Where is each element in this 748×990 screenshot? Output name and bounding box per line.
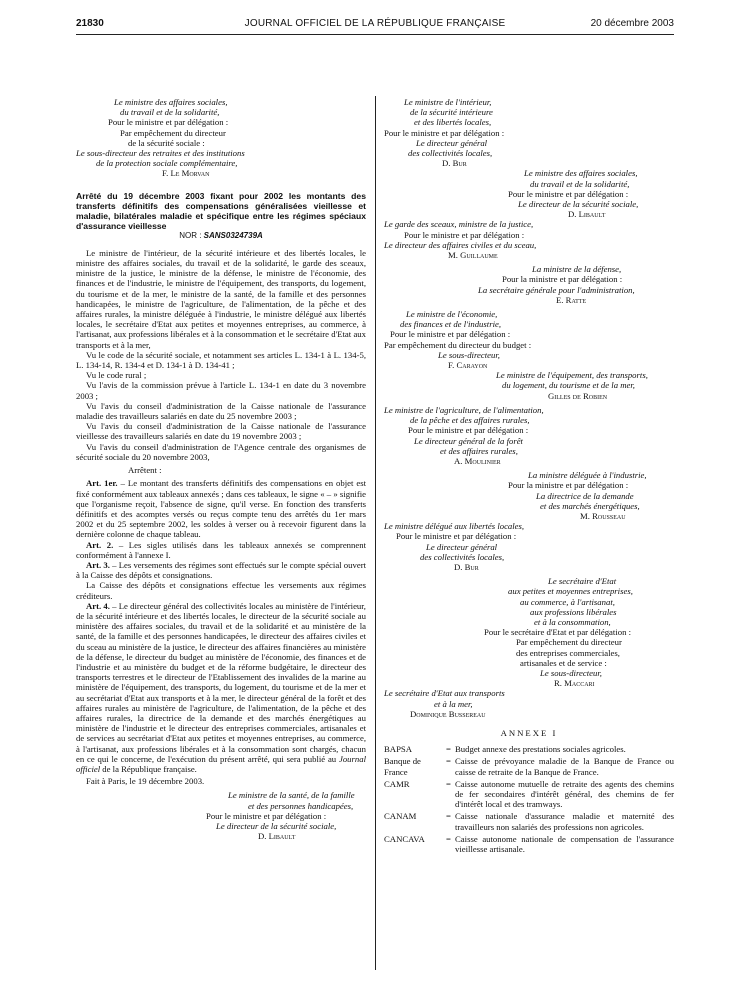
vu-paragraph: Vu l'avis du conseil d'administration de l'Agence centrale des organismes de sécurité sociale du 20 novembre 2003, bbox=[76, 441, 366, 462]
eq-cell: = bbox=[446, 833, 451, 844]
vu-paragraph: Vu le code de la sécurité sociale, et notamment ses articles L. 134-1 à L. 134-5, L. 134-14, R. 134-4 et D. 134-1 à D. 134-41 ; bbox=[76, 349, 366, 371]
sig-line: des entreprises commerciales, bbox=[516, 647, 620, 658]
sig-line: Le directeur des affaires civiles et du sceau, bbox=[384, 239, 537, 250]
table-row bbox=[384, 834, 674, 856]
signature-economie bbox=[384, 309, 674, 370]
table-row bbox=[384, 756, 674, 778]
sig-line: La ministre déléguée à l'industrie, bbox=[528, 470, 647, 481]
article-text: – Les versements des régimes sont effectués sur le compte spécial ouvert à la Caisse des dépôts et consignations. bbox=[76, 559, 366, 581]
sig-line: La secrétaire générale pour l'administration, bbox=[478, 284, 635, 295]
header-rule bbox=[76, 34, 674, 35]
signature-interieur bbox=[384, 97, 674, 168]
sig-line: Le secrétaire d'Etat bbox=[548, 576, 617, 587]
sig-line: La ministre de la défense, bbox=[532, 264, 622, 275]
sig-line: Pour le ministre et par délégation : bbox=[108, 117, 229, 128]
definition-cell: Caisse autonome mutuelle de retraite des agents des chemins de fer secondaires d'intérêt général, des chemins de fer d'intérêt local et des tramways. bbox=[455, 778, 674, 810]
sig-line: Le ministre délégué aux libertés locales, bbox=[384, 521, 525, 532]
signatory-name: Gilles de Robien bbox=[548, 390, 608, 401]
sig-line: de la protection sociale complémentaire, bbox=[96, 158, 238, 169]
article-3 bbox=[76, 560, 366, 580]
sig-line: Par empêchement du directeur bbox=[120, 127, 226, 138]
sig-line: Le garde des sceaux, ministre de la justice, bbox=[384, 219, 534, 230]
top-signature-block bbox=[76, 97, 366, 179]
sig-line: La directrice de la demande bbox=[536, 490, 634, 501]
arretent-heading: Arrêtent : bbox=[128, 465, 162, 476]
page-header bbox=[76, 18, 674, 34]
signatory-name: R. Maccari bbox=[554, 678, 595, 689]
sig-line: et des libertés locales, bbox=[414, 117, 492, 128]
article-text: de la République française. bbox=[100, 763, 197, 774]
table-row bbox=[384, 744, 674, 756]
sig-line: du travail et de la solidarité, bbox=[530, 178, 630, 189]
sig-line: Pour le ministre et par délégation : bbox=[404, 229, 525, 240]
signature-affaires-sociales bbox=[384, 168, 674, 219]
article-text: – Le montant des transferts définitifs des compensations en objet est fixé conformément aux tableaux annexés ; dans ces tableaux, le signe « – » signifie que l'organisme reçoit, l'absence de signe, qu'il verse. En fonction des transferts définitifs et des acomptes versés ou reçus compte tenu des arrêtés du 1er mars 2002 et du 25 septembre 2002, les soldes à verser ou à recevoir figurent dans la dernière colonne de chaque tableau. bbox=[76, 478, 367, 540]
sig-line: des finances et de l'industrie, bbox=[400, 319, 502, 330]
sig-line: Le directeur général bbox=[426, 541, 498, 552]
abbr-cell: BAPSA bbox=[384, 744, 413, 755]
eq-cell: = bbox=[446, 811, 451, 822]
article-text: – Les sigles utilisés dans les tableaux annexés se comprennent conformément à l'annexe I. bbox=[76, 539, 366, 560]
sig-line: Le ministre de l'économie, bbox=[406, 309, 498, 320]
sig-line: et des marchés énergétiques, bbox=[540, 500, 640, 511]
sig-line: Pour le ministre et par délégation : bbox=[408, 425, 529, 436]
definition-cell: Budget annexe des prestations sociales agricoles. bbox=[455, 744, 626, 755]
signature-defense bbox=[384, 264, 674, 305]
sig-line: Pour le ministre et par délégation : bbox=[384, 127, 505, 138]
abbr-cell: CAMR bbox=[384, 778, 410, 789]
sig-line: Pour le ministre et par délégation : bbox=[396, 531, 517, 542]
sig-line: et des affaires rurales, bbox=[440, 445, 518, 456]
right-column bbox=[384, 97, 674, 856]
vu-paragraph: Vu le code rural ; bbox=[86, 370, 147, 381]
signatory-name: M. Rousseau bbox=[580, 510, 626, 521]
signatory-name: M. Guillaume bbox=[448, 250, 498, 261]
definition-cell: Caisse de prévoyance maladie de la Banque de France ou caisse de retraite de la Banque de France. bbox=[455, 756, 674, 777]
sig-line: Le directeur général de la forêt bbox=[414, 435, 523, 446]
sig-line: Le ministre de l'agriculture, de l'alimentation, bbox=[384, 404, 544, 415]
nor-label: NOR : bbox=[179, 230, 204, 240]
signature-transports bbox=[384, 688, 674, 719]
abbr-cell: CANCAVA bbox=[384, 833, 425, 844]
sig-line: aux professions libérales bbox=[530, 606, 617, 617]
signatory-name: E. Ratte bbox=[556, 294, 587, 305]
journal-officiel-ref: Journal officiel bbox=[76, 753, 366, 774]
definition-cell: Caisse autonome nationale de compensation de l'assurance vieillesse artisanale. bbox=[455, 833, 674, 855]
sig-line: Le sous-directeur, bbox=[438, 349, 500, 360]
sig-line: Pour le ministre et par délégation : bbox=[390, 329, 511, 340]
signatory-name: D. Libault bbox=[568, 209, 606, 220]
vu-paragraph: Vu l'avis du conseil d'administration de la Caisse nationale de l'assurance vieillesse des travailleurs salariés en date du 19 novembre 2003 ; bbox=[76, 421, 366, 442]
article-3-second-paragraph: La Caisse des dépôts et consignations effectue les versements aux régimes créditeurs. bbox=[76, 580, 366, 601]
article-4 bbox=[76, 601, 366, 774]
sig-line: de la sécurité intérieure bbox=[410, 107, 493, 118]
article-2 bbox=[76, 540, 366, 560]
signatory-name: F. Carayon bbox=[448, 360, 488, 371]
definition-cell: Caisse nationale d'assurance maladie et maternité des travailleurs non salariés des professions non agricoles. bbox=[455, 811, 674, 832]
sig-line: Pour le secrétaire d'Etat et par délégation : bbox=[484, 627, 632, 638]
article-label: Art. 2. bbox=[86, 539, 114, 550]
sig-line: Le ministre de l'intérieur, bbox=[404, 97, 492, 107]
preamble: Le ministre de l'intérieur, de la sécurité intérieure et des libertés locales, le ministre des affaires sociales, du travail et de la solidarité, le garde des sceaux, ministre de la justice, le ministre de la défense, le ministre de l'économie, des finances et de l'industrie, le ministre de l'équipement, des transports, du logement, du tourisme et de la mer, le ministre de la santé, de la famille et des personnes handicapées, le ministre de l'agriculture, de l'alimentation, de la pêche et des affaires rurales, la ministre déléguée à l'industrie, le ministre délégué aux libertés locales, le secrétaire d'Etat aux petites et moyennes entreprises, au commerce, à l'artisanat, aux professions libérales et à la consommation et le secrétaire d'Etat aux transports et à la mer, bbox=[76, 247, 366, 350]
eq-cell: = bbox=[446, 756, 451, 767]
article-label: Art. 1er. bbox=[86, 478, 118, 489]
sig-line: Pour le ministre et par délégation : bbox=[508, 188, 629, 199]
eq-cell: = bbox=[446, 778, 451, 789]
sig-line: au commerce, à l'artisanat, bbox=[520, 596, 615, 607]
nor-code: SANS0324739A bbox=[203, 230, 263, 240]
sig-line: Pour la ministre et par délégation : bbox=[502, 274, 623, 285]
sig-line: Le sous-directeur, bbox=[540, 667, 602, 678]
article-label: Art. 4. bbox=[86, 600, 110, 611]
sig-line: Le ministre des affaires sociales, bbox=[114, 97, 228, 107]
sig-line: Le ministre de l'équipement, des transports, bbox=[496, 370, 648, 381]
sig-line: et des personnes handicapées, bbox=[248, 800, 354, 811]
signatory-name: Dominique Bussereau bbox=[410, 708, 486, 719]
eq-cell: = bbox=[446, 744, 451, 755]
sig-line: des collectivités locales, bbox=[420, 551, 505, 562]
left-column bbox=[76, 97, 366, 841]
table-row bbox=[384, 779, 674, 812]
sig-line: du travail et de la solidarité, bbox=[120, 107, 220, 118]
nor-reference bbox=[76, 231, 366, 241]
annexe-title: ANNEXE I bbox=[500, 727, 558, 738]
vu-paragraph: Vu l'avis de la commission prévue à l'article L. 134-1 en date du 3 novembre 2003 ; bbox=[76, 380, 366, 401]
sig-line: artisanales et de service : bbox=[520, 657, 607, 668]
signature-libertes-locales bbox=[384, 521, 674, 572]
signatory-name: D. Bur bbox=[442, 158, 467, 169]
signatory-name: A. Moulinier bbox=[454, 455, 501, 466]
sig-line: du logement, du tourisme et de la mer, bbox=[502, 380, 635, 391]
sig-line: Pour la ministre et par délégation : bbox=[508, 480, 629, 491]
issue-date: 20 décembre 2003 bbox=[590, 18, 674, 29]
sig-line: Par empêchement du directeur bbox=[516, 637, 622, 648]
sig-line: Le secrétaire d'Etat aux transports bbox=[384, 688, 505, 699]
sig-line: aux petites et moyennes entreprises, bbox=[508, 586, 633, 597]
signature-industrie bbox=[384, 470, 674, 521]
signature-equipement bbox=[384, 370, 674, 401]
article-label: Art. 3. bbox=[86, 559, 110, 570]
arrete-title: Arrêté du 19 décembre 2003 fixant pour 2002 les montants des transferts définitifs des compensations généralisées vieillesse et maladie, bilatérales maladie et spécifique entre les régimes spéciaux d'assurance vieillesse bbox=[76, 190, 366, 231]
signature-agriculture bbox=[384, 405, 674, 466]
sig-line: Le ministre de la santé, de la famille bbox=[228, 790, 355, 801]
sig-line: Le ministre des affaires sociales, bbox=[524, 168, 638, 179]
page-number: 21830 bbox=[76, 18, 104, 29]
sig-line: Par empêchement du directeur du budget : bbox=[384, 339, 532, 350]
abbr-cell: Banque de France bbox=[384, 756, 421, 777]
bottom-signature-block bbox=[76, 790, 366, 841]
signatory-name: D. Libault bbox=[258, 831, 296, 842]
signature-pme bbox=[384, 576, 674, 688]
table-row bbox=[384, 811, 674, 833]
article-text: – Le directeur général des collectivités locales au ministère de l'intérieur, de la sécurité intérieure et des libertés locales, le directeur de la sécurité sociale au ministère des affaires sociales, du travail et de la solidarité et au ministère de la santé, de la famille et des personnes handicapées, le directeur des affaires civiles et du sceau au ministère de la justice, le directeur des affaires financières au ministère de la défense, le directeur du budget au ministère de l'économie, des finances et de l'industrie et au ministère du budget et de la réforme budgétaire, le directeur des transports terrestres et le directeur de l'Etablissement des invalides de la marine au ministère de l'équipement, des transports, du logement, du tourisme et de la mer et au secrétariat d'Etat aux transports et à la mer, le directeur général de la forêt et des affaires rurales au ministère de l'agriculture, de l'alimentation, de la pêche et des affaires rurales, la directrice de la demande et des marchés énergétiques au ministère de l'industrie et le directeur des entreprises commerciales, artisanales et de services au secrétariat d'Etat aux petites et moyennes entreprises, au commerce, à l'artisanat, aux professions libérales et à la consommation sont chargés, chacun en ce qui le concerne, de l'exécution du présent arrêté, qui sera publié au bbox=[76, 600, 366, 764]
signatory-name: F. Le Morvan bbox=[162, 168, 210, 179]
sig-line: de la sécurité sociale : bbox=[128, 137, 205, 148]
sig-line: des collectivités locales, bbox=[408, 148, 493, 159]
sig-line: Le directeur de la sécurité sociale, bbox=[518, 199, 639, 210]
sig-line: et à la mer, bbox=[434, 698, 473, 709]
vu-paragraph: Vu l'avis du conseil d'administration de la Caisse nationale de l'assurance maladie des travailleurs salariés en date du 25 novembre 2003 ; bbox=[76, 400, 366, 422]
signature-justice bbox=[384, 219, 674, 260]
sig-line: Le sous-directeur des retraites et des institutions bbox=[76, 148, 245, 159]
fait-a-paris: Fait à Paris, le 19 décembre 2003. bbox=[86, 776, 205, 787]
sig-line: de la pêche et des affaires rurales, bbox=[410, 415, 530, 426]
annexe-table bbox=[384, 744, 674, 856]
sig-line: Pour le ministre et par délégation : bbox=[206, 810, 327, 821]
journal-title: JOURNAL OFFICIEL DE LA RÉPUBLIQUE FRANÇAISE bbox=[244, 18, 506, 29]
column-divider bbox=[375, 96, 376, 970]
sig-line: et à la consommation, bbox=[534, 616, 611, 627]
signatory-name: D. Bur bbox=[454, 561, 479, 572]
sig-line: Le directeur général bbox=[416, 137, 488, 148]
sig-line: Le directeur de la sécurité sociale, bbox=[216, 821, 337, 831]
abbr-cell: CANAM bbox=[384, 811, 417, 822]
article-1 bbox=[76, 478, 366, 539]
